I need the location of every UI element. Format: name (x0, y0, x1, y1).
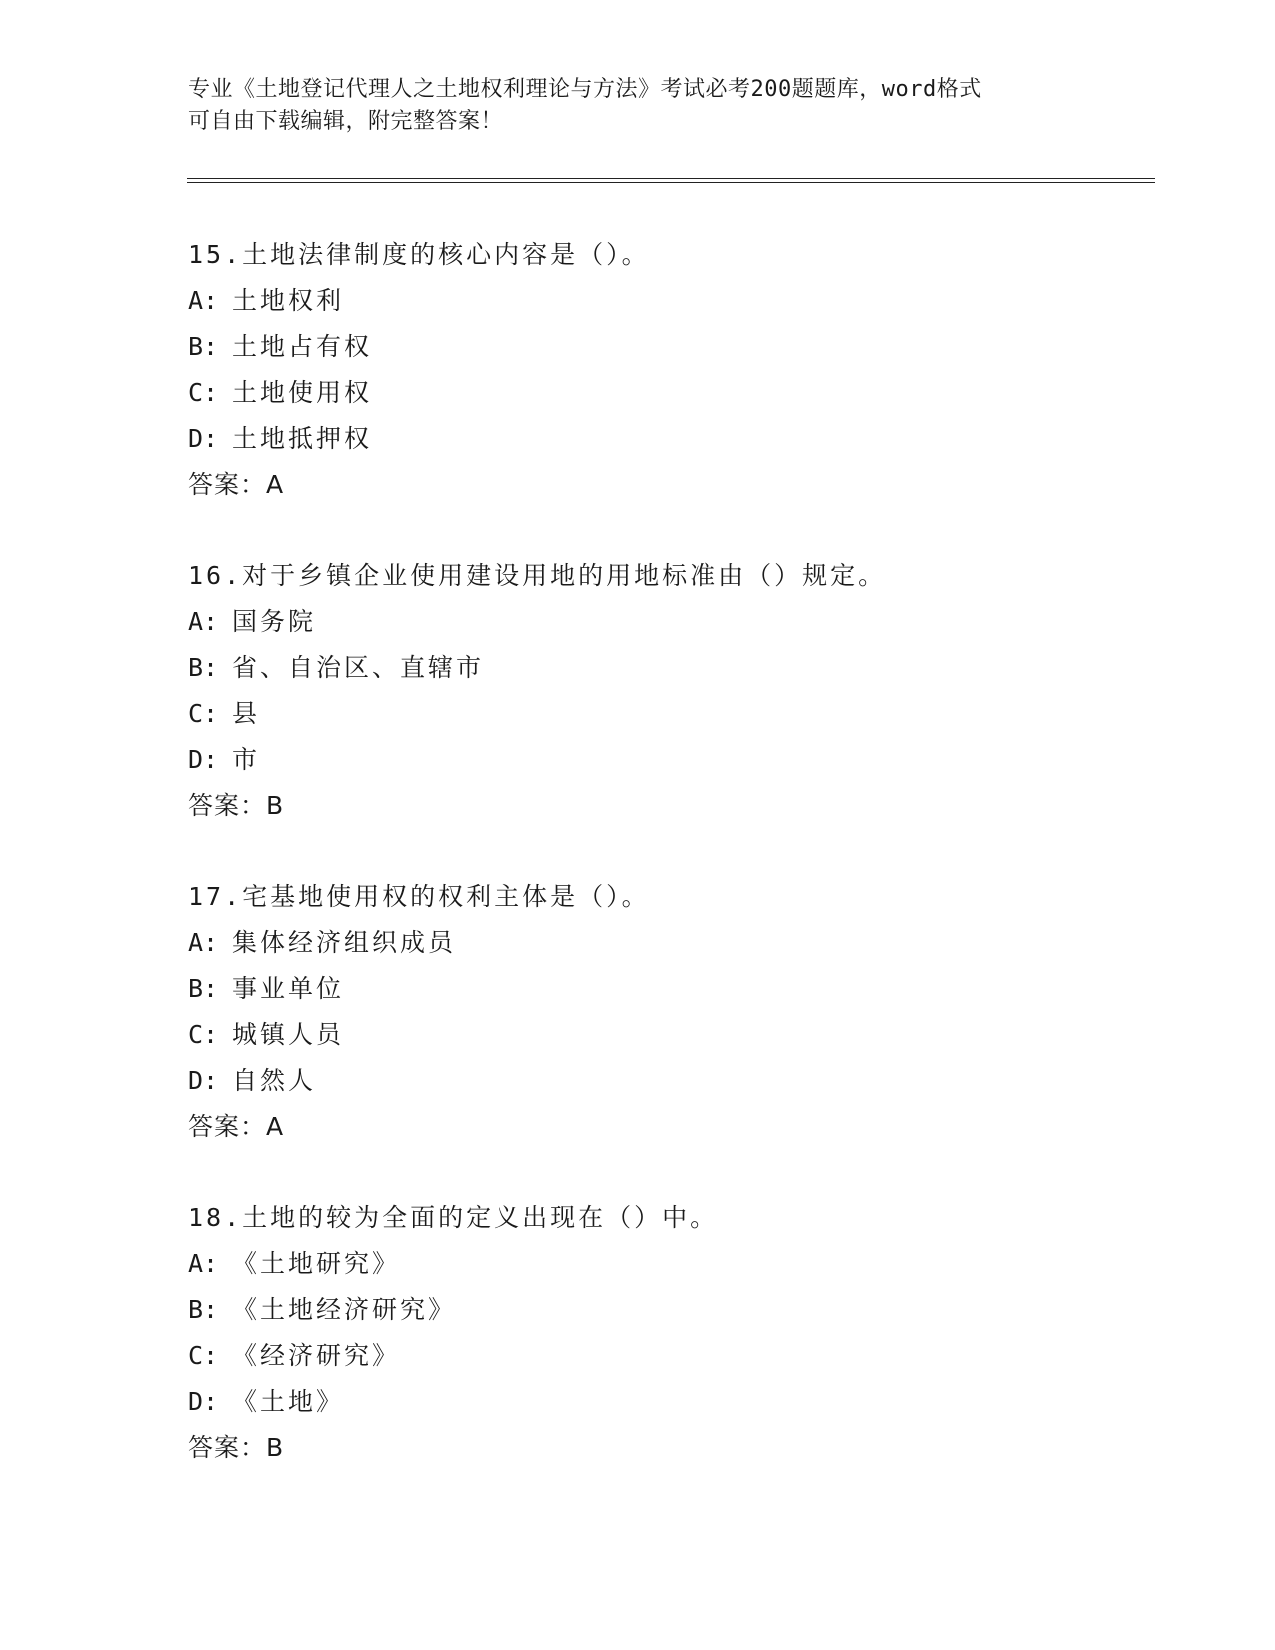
option-a (188, 1241, 1168, 1287)
question-stem: 16.对于乡镇企业使用建设用地的用地标准由（）规定。 (188, 561, 887, 590)
question-stem: 17.宅基地使用权的权利主体是（）。 (188, 882, 650, 911)
answer-line: 答案：B (188, 1433, 285, 1462)
option-letter: C: (188, 1341, 219, 1370)
option-text: 《土地经济研究》 (232, 1295, 457, 1324)
option-d (188, 1379, 1168, 1425)
answer-line: 答案：A (188, 1112, 285, 1141)
option-text: 省、自治区、直辖市 (232, 653, 485, 682)
question-17 (188, 874, 1168, 1150)
option-letter: D: (188, 1387, 219, 1416)
header-divider (187, 178, 1155, 183)
option-text: 《土地》 (232, 1387, 345, 1416)
option-text: 《经济研究》 (232, 1341, 401, 1370)
option-a (188, 599, 1168, 645)
option-a (188, 920, 1168, 966)
option-letter: C: (188, 378, 219, 407)
option-d (188, 1058, 1168, 1104)
option-text: 县 (232, 699, 261, 728)
option-text: 土地抵押权 (232, 424, 373, 453)
option-c (188, 1012, 1168, 1058)
option-letter: D: (188, 424, 219, 453)
question-16 (188, 553, 1168, 829)
option-c (188, 1333, 1168, 1379)
option-text: 土地权利 (232, 286, 345, 315)
header-line-1: 专业《土地登记代理人之土地权利理论与方法》考试必考200题题库，word格式 (188, 77, 982, 102)
option-text: 自然人 (232, 1066, 317, 1095)
option-text: 市 (232, 745, 261, 774)
option-text: 《土地研究》 (232, 1249, 401, 1278)
option-d (188, 416, 1168, 462)
option-a (188, 278, 1168, 324)
answer-line: 答案：A (188, 470, 285, 499)
question-list (188, 232, 1168, 1516)
option-b (188, 645, 1168, 691)
option-letter: B: (188, 653, 219, 682)
question-15 (188, 232, 1168, 508)
option-text: 土地使用权 (232, 378, 373, 407)
option-text: 土地占有权 (232, 332, 373, 361)
option-c (188, 691, 1168, 737)
option-text: 城镇人员 (232, 1020, 345, 1049)
question-stem: 18.土地的较为全面的定义出现在（）中。 (188, 1203, 719, 1232)
option-letter: A: (188, 607, 219, 636)
option-b (188, 966, 1168, 1012)
answer-line: 答案：B (188, 791, 285, 820)
option-letter: B: (188, 332, 219, 361)
option-letter: B: (188, 1295, 219, 1324)
question-stem: 15.土地法律制度的核心内容是（）。 (188, 240, 650, 269)
option-text: 国务院 (232, 607, 317, 636)
option-letter: D: (188, 745, 219, 774)
option-letter: A: (188, 928, 219, 957)
option-text: 集体经济组织成员 (232, 928, 457, 957)
option-c (188, 370, 1168, 416)
option-letter: C: (188, 1020, 219, 1049)
option-text: 事业单位 (232, 974, 345, 1003)
option-letter: D: (188, 1066, 219, 1095)
option-b (188, 1287, 1168, 1333)
option-b (188, 324, 1168, 370)
option-d (188, 737, 1168, 783)
option-letter: A: (188, 1249, 219, 1278)
question-18 (188, 1195, 1168, 1471)
document-header (188, 74, 1088, 138)
header-line-2: 可自由下载编辑，附完整答案！ (188, 109, 504, 134)
option-letter: C: (188, 699, 219, 728)
option-letter: B: (188, 974, 219, 1003)
option-letter: A: (188, 286, 219, 315)
